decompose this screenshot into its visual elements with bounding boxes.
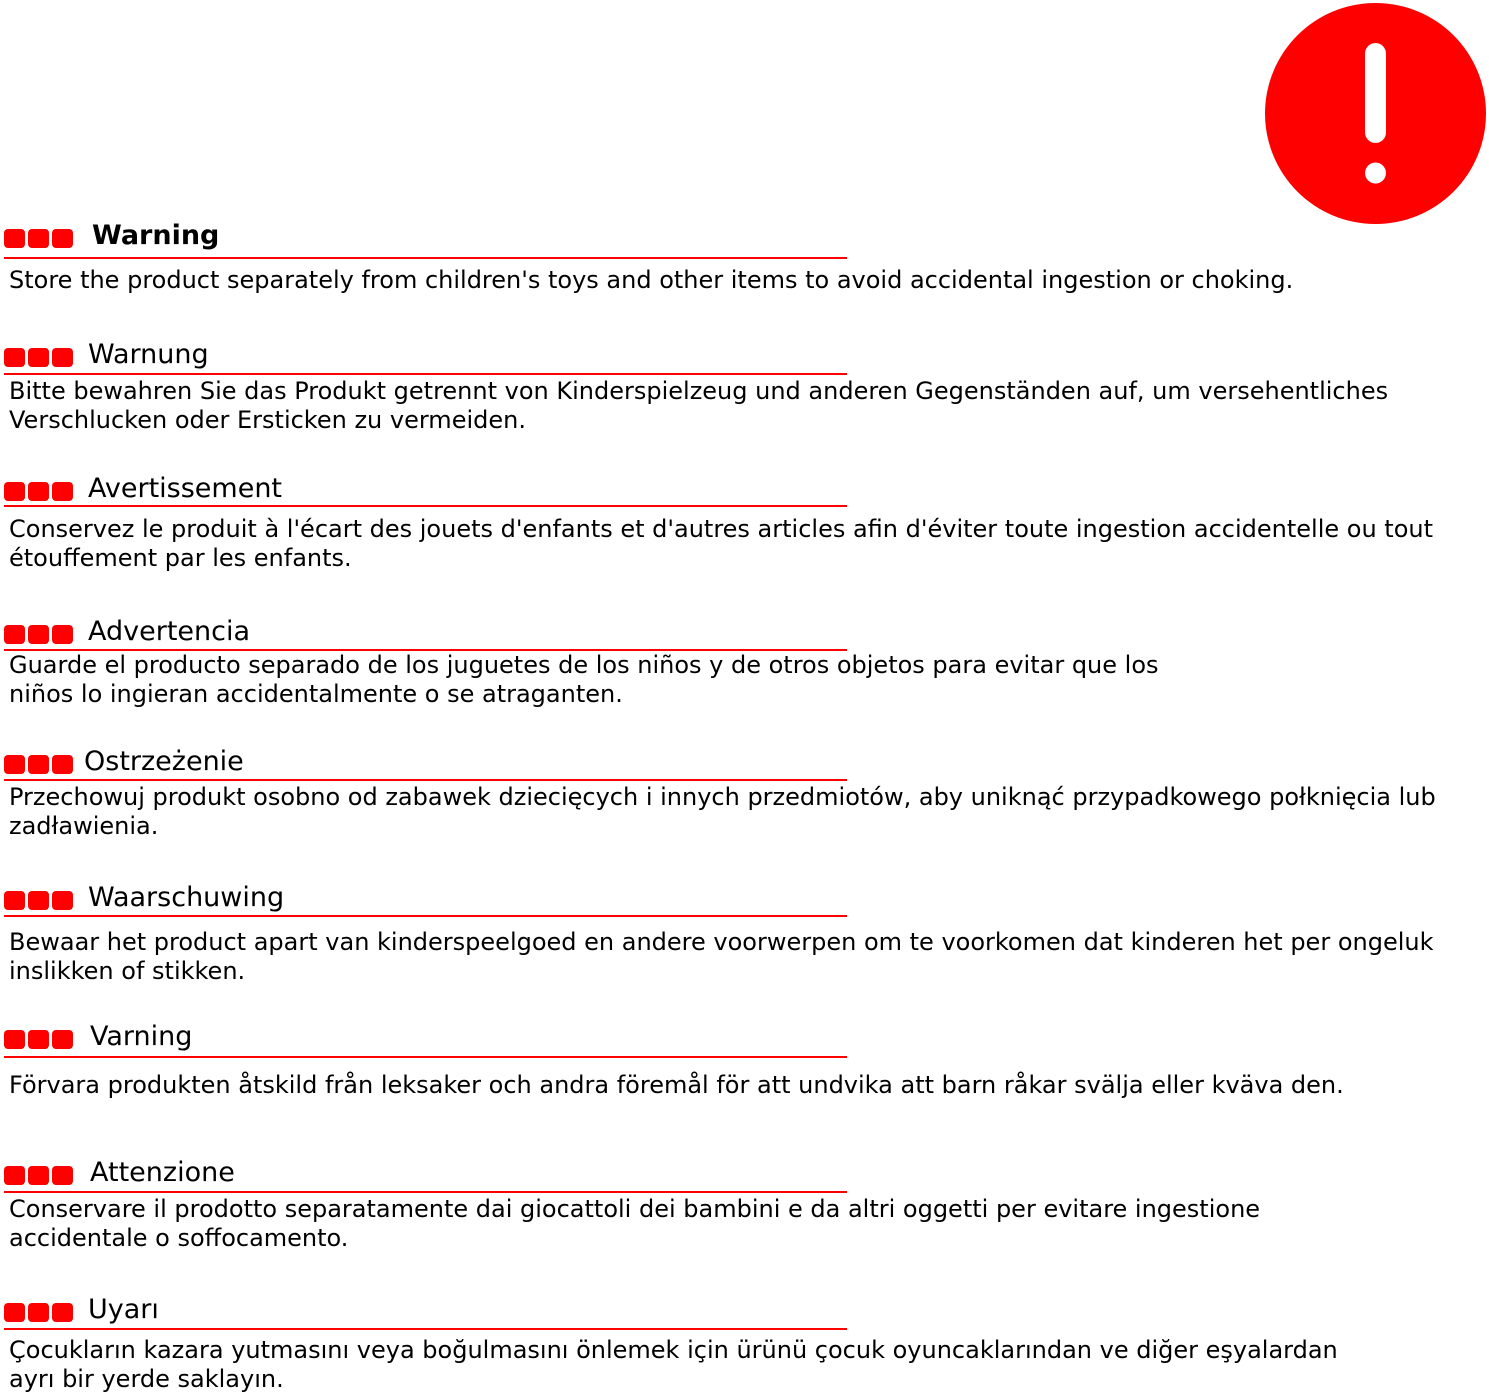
red-square [52,229,73,248]
section-text: Store the product separately from children's toys and other items to avoid accidental ingestion or choking. [9,266,1294,294]
section-heading-row [0,221,1489,251]
red-square [52,625,73,644]
section-text: Przechowuj produkt osobno od zabawek dziecięcych i innych przedmiotów, aby uniknąć przypadkowego połknięcia lub zadławienia. [9,783,1436,840]
warning-section-fr [0,473,1489,572]
section-title: Waarschuwing [88,882,285,913]
warning-section-de [0,339,1489,434]
exclamation-dot [1365,163,1386,184]
red-square [4,1303,25,1322]
red-square [4,229,25,248]
red-square [4,755,25,774]
section-title: Uyarı [88,1294,159,1325]
section-title: Avertissement [88,473,283,504]
warning-section-es [0,616,1489,708]
section-divider [4,373,847,375]
red-square [52,1303,73,1322]
section-divider [4,915,847,917]
section-title: Attenzione [90,1157,235,1188]
section-heading-row [0,883,1489,913]
section-text: Bewaar het product apart van kinderspeelgoed en andere voorwerpen om te voorkomen dat kinderen het per ongeluk inslikken of stikken. [9,928,1434,985]
section-divider [4,505,847,507]
red-square [28,482,49,501]
section-title: Ostrzeżenie [84,746,244,777]
section-text: Guarde el producto separado de los juguetes de los niños y de otros objetos para evitar que los niños lo ingieran accidentalmente o se atraganten. [9,651,1159,708]
red-square [28,891,49,910]
red-square [28,1303,49,1322]
red-square [4,1166,25,1185]
red-square [52,1166,73,1185]
red-square [28,1030,49,1049]
section-divider [4,1328,847,1330]
red-square [28,229,49,248]
red-square [28,755,49,774]
section-divider [4,1191,847,1193]
red-square [4,891,25,910]
section-divider [4,257,847,259]
section-text: Förvara produkten åtskild från leksaker och andra föremål för att undvika att barn råkar svälja eller kväva den. [9,1071,1344,1099]
red-square [4,625,25,644]
section-title: Advertencia [88,616,251,647]
red-square [4,482,25,501]
section-text: Conservez le produit à l'écart des jouets d'enfants et d'autres articles afin d'éviter toute ingestion accidentelle ou tout étouffement par les enfants. [9,515,1433,572]
section-heading-row [0,617,1489,647]
section-heading-row [0,747,1489,777]
red-square [52,482,73,501]
red-square [4,1030,25,1049]
section-title: Warning [92,220,220,251]
section-heading-row [0,340,1489,370]
section-heading-row [0,1022,1489,1052]
section-title: Varning [90,1021,193,1052]
exclamation-bar [1365,43,1386,143]
section-divider [4,1056,847,1058]
red-square [52,348,73,367]
red-square [28,348,49,367]
section-text: Conservare il prodotto separatamente dai giocattoli dei bambini e da altri oggetti per evitare ingestione accidentale o soffocamento. [9,1195,1261,1252]
red-square [4,348,25,367]
warning-section-it [0,1157,1489,1252]
section-heading-row [0,1295,1489,1325]
red-square [28,1166,49,1185]
exclamation-circle-icon [1265,3,1486,224]
section-heading-row [0,474,1489,504]
section-text: Bitte bewahren Sie das Produkt getrennt von Kinderspielzeug und anderen Gegenständen auf, um versehentliches Verschlucken oder Ersticken zu vermeiden. [9,377,1389,434]
section-title: Warnung [88,339,209,370]
red-square [52,755,73,774]
section-heading-row [0,1158,1489,1188]
warning-section-en [0,220,1489,294]
red-square [52,1030,73,1049]
section-divider [4,779,847,781]
red-square [52,891,73,910]
red-square [28,625,49,644]
warning-section-tr [0,1294,1489,1393]
section-text: Çocukların kazara yutmasını veya boğulmasını önlemek için ürünü çocuk oyuncaklarından ve diğer eşyalardan ayrı bir yerde saklayın. [9,1336,1338,1393]
warning-section-sv [0,1021,1489,1099]
warning-section-pl [0,746,1489,840]
warning-section-nl [0,882,1489,985]
